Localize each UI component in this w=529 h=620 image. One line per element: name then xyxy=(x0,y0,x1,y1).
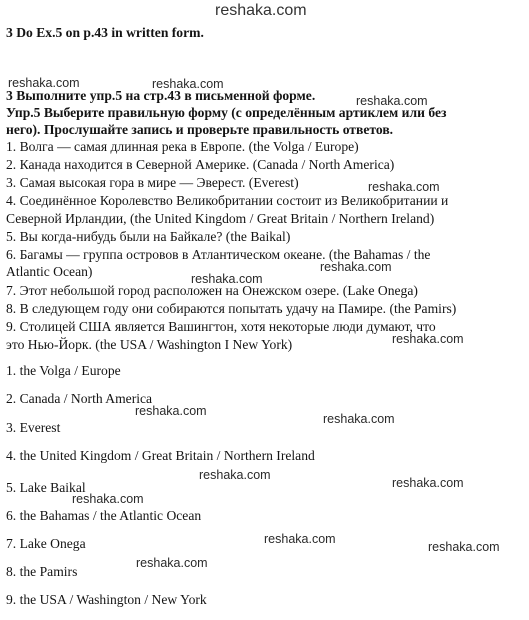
question-line: 7. Этот небольшой город расположен на Онежском озере. (Lake Onega) xyxy=(6,283,418,298)
watermark: reshaka.com xyxy=(392,476,464,490)
watermark: reshaka.com xyxy=(323,412,395,426)
watermark: reshaka.com xyxy=(320,260,392,274)
question-line: Atlantic Ocean) xyxy=(6,264,93,279)
question-line: Северной Ирландии, (the United Kingdom / Great Britain / Northern Ireland) xyxy=(6,211,435,226)
watermark: reshaka.com xyxy=(152,77,224,91)
watermark: reshaka.com xyxy=(136,556,208,570)
watermark: reshaka.com xyxy=(72,492,144,506)
question-line: 2. Канада находится в Северной Америке. (Canada / North America) xyxy=(6,157,395,172)
watermark: reshaka.com xyxy=(356,94,428,108)
question-line: 1. Волга — самая длинная река в Европе. (the Volga / Europe) xyxy=(6,139,359,154)
watermark: reshaka.com xyxy=(428,540,500,554)
answer-line: 7. Lake Onega xyxy=(6,536,86,551)
watermark: reshaka.com xyxy=(135,404,207,418)
answer-line: 5. Lake Baikal xyxy=(6,480,86,495)
answer-line: 4. the United Kingdom / Great Britain / Northern Ireland xyxy=(6,448,315,463)
answer-line: 3. Everest xyxy=(6,420,61,435)
watermark: reshaka.com xyxy=(8,76,80,90)
instruction-line: 3 Выполните упр.5 на стр.43 в письменной форме. xyxy=(6,88,316,103)
watermark: reshaka.com xyxy=(199,468,271,482)
question-line: 9. Столицей США является Вашингтон, хотя некоторые люди думают, что xyxy=(6,319,436,334)
watermark: reshaka.com xyxy=(191,272,263,286)
question-line: 4. Соединённое Королевство Великобритании состоит из Великобритании и xyxy=(6,193,449,208)
question-line: 8. В следующем году они собираются попытать удачу на Памире. (the Pamirs) xyxy=(6,301,457,316)
answer-line: 6. the Bahamas / the Atlantic Ocean xyxy=(6,508,202,523)
instruction-line: него). Прослушайте запись и проверьте правильность ответов. xyxy=(6,122,394,137)
question-line: это Нью-Йорк. (the USA / Washington I New York) xyxy=(6,337,293,352)
task-heading: 3 Do Ex.5 on p.43 in written form. xyxy=(6,25,204,40)
instruction-line: Упр.5 Выберите правильную форму (с определённым артиклем или без xyxy=(6,105,447,120)
answer-line: 1. the Volga / Europe xyxy=(6,363,121,378)
question-line: 3. Самая высокая гора в мире — Эверест. (Everest) xyxy=(6,175,299,190)
watermark: reshaka.com xyxy=(368,180,440,194)
question-line: 5. Вы когда-нибудь были на Байкале? (the Baikal) xyxy=(6,229,291,244)
watermark: reshaka.com xyxy=(264,532,336,546)
answer-line: 9. the USA / Washington / New York xyxy=(6,592,207,607)
answer-line: 8. the Pamirs xyxy=(6,564,78,579)
watermark: reshaka.com xyxy=(215,2,307,19)
question-line: 6. Багамы — группа островов в Атлантическом океане. (the Bahamas / the xyxy=(6,247,431,262)
watermark: reshaka.com xyxy=(392,332,464,346)
answer-line: 2. Canada / North America xyxy=(6,391,153,406)
